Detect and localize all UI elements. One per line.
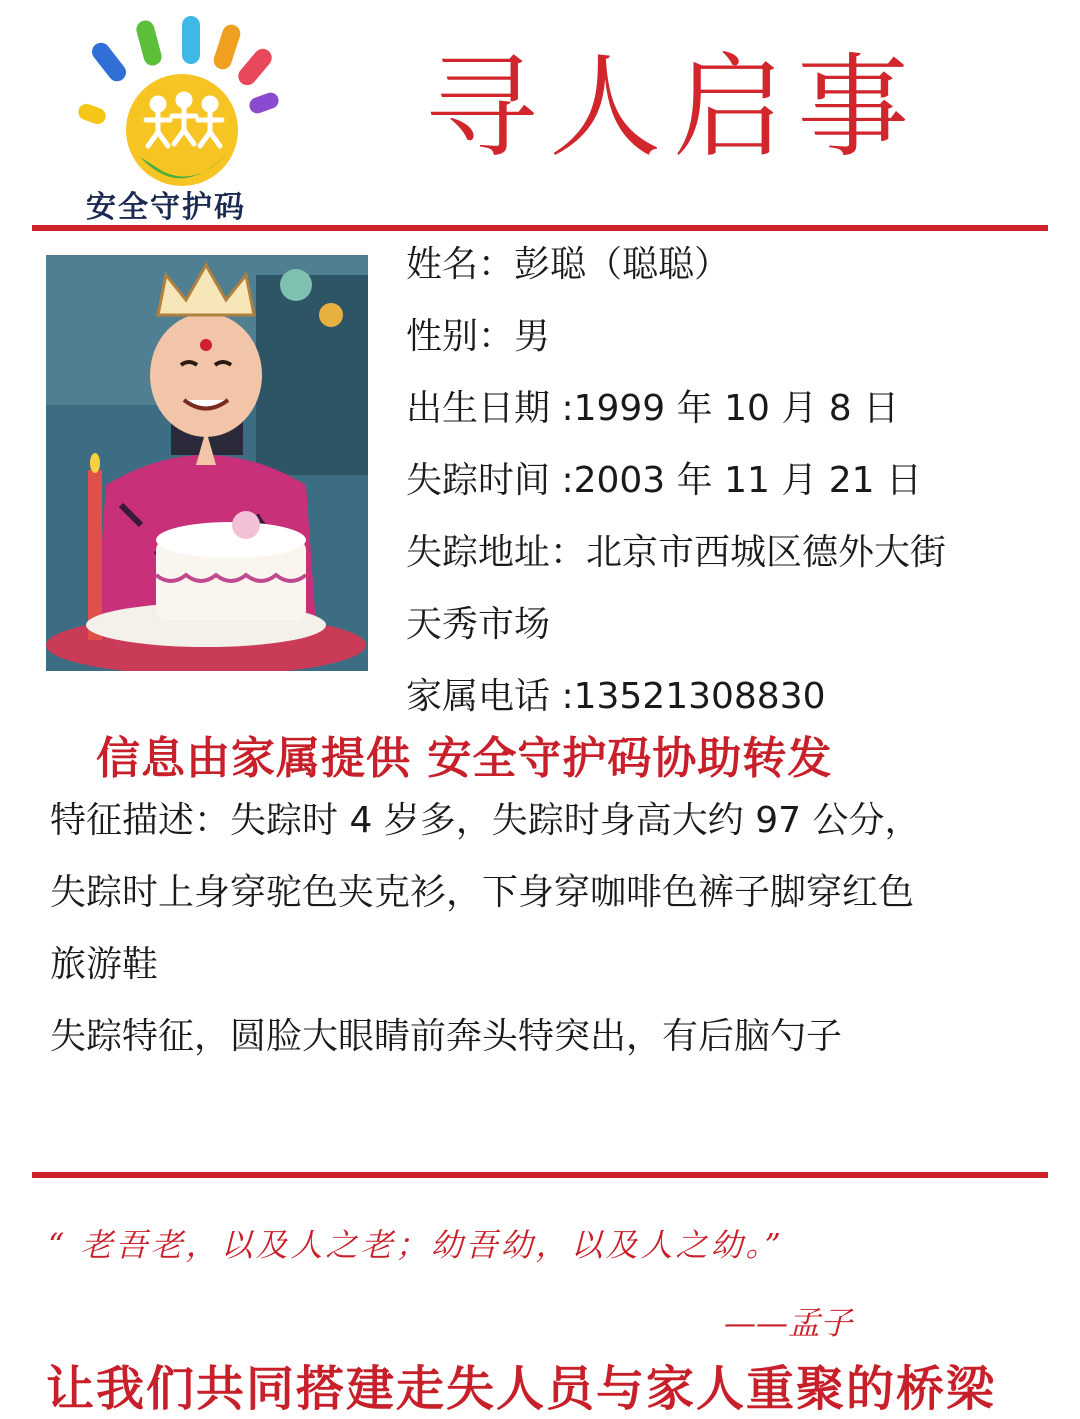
slogan: 让我们共同搭建走失人员与家人重聚的桥梁 (46, 1361, 997, 1417)
quote-author: ——孟子 (724, 1304, 853, 1342)
description-line: 失踪特征，圆脸大眼睛前奔头特突出，有后脑勺子 (50, 1016, 843, 1057)
description-line: 旅游鞋 (50, 944, 159, 985)
missing-time-line: 失踪时间 :2003 年 11 月 21 日 (406, 460, 923, 501)
logo-text: 安全守护码 (86, 190, 246, 225)
child-photo (46, 255, 368, 671)
name-line: 姓名：彭聪（聪聪） (406, 244, 731, 285)
family-phone-line[interactable]: 家属电话 :13521308830 (406, 676, 826, 717)
gender-line: 性别：男 (406, 316, 551, 357)
top-divider (32, 225, 1048, 231)
description-line: 特征描述：失踪时 4 岁多，失踪时身高大约 97 公分， (50, 800, 921, 841)
description-block (50, 792, 1050, 1080)
missing-address-line: 失踪地址：北京市西城区德外大街 (406, 532, 947, 573)
bottom-divider (32, 1172, 1048, 1178)
birth-date-line: 出生日期 :1999 年 10 月 8 日 (406, 388, 900, 429)
description-line: 失踪时上身穿驼色夹克衫，下身穿咖啡色裤子脚穿红色 (50, 872, 915, 913)
source-note: 信息由家属提供 安全守护码协助转发 (96, 733, 833, 784)
page-title: 寻人启事 (425, 43, 921, 173)
person-info (406, 236, 1046, 740)
missing-address-line-2: 天秀市场 (406, 604, 551, 645)
quote-text: “ 老吾老，以及人之老；幼吾幼，以及人之幼。” (48, 1226, 784, 1264)
